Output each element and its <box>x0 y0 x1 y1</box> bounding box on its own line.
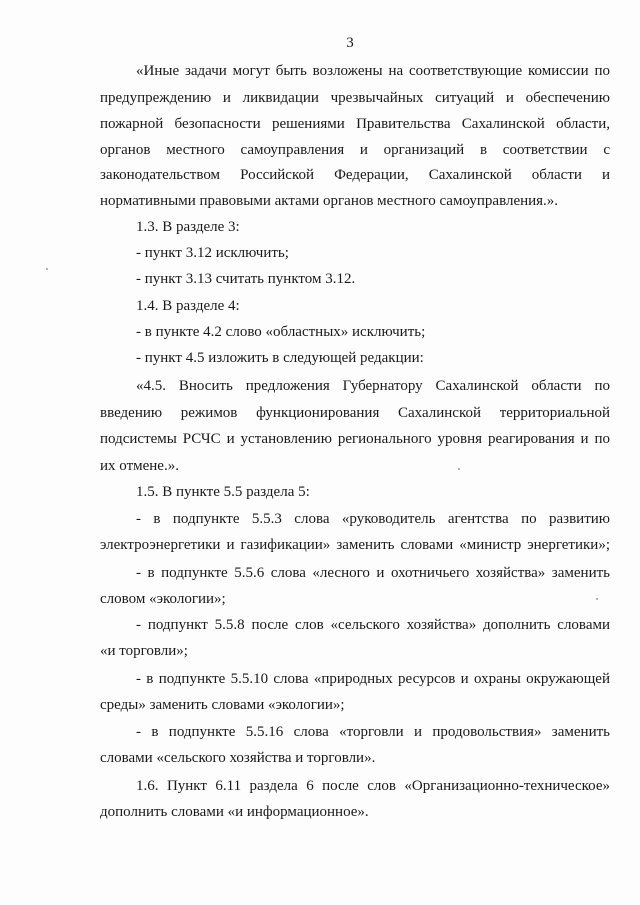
paragraph-line: среды» заменить словами «экологии»; <box>100 697 345 713</box>
paragraph-line: - в подпункте 5.5.3 слова «руководитель агентства по развитию <box>136 511 610 527</box>
scan-speck <box>458 468 460 470</box>
paragraph-line: - в подпункте 5.5.6 слова «лесного и охотничьего хозяйства» заменить <box>136 565 610 581</box>
scan-speck <box>596 598 598 600</box>
paragraph-line: - пункт 4.5 изложить в следующей редакции: <box>136 350 424 366</box>
paragraph-line: словом «экологии»; <box>100 591 226 607</box>
paragraph-line: - пункт 3.12 исключить; <box>136 245 289 261</box>
paragraph-line: 1.6. Пункт 6.11 раздела 6 после слов «Организационно-техническое» <box>136 778 610 794</box>
paragraph-line: «4.5. Вносить предложения Губернатору Сахалинской области по <box>136 378 610 394</box>
paragraph-line: предупреждению и ликвидации чрезвычайных ситуаций и обеспечению <box>100 90 610 106</box>
paragraph-line: 1.4. В разделе 4: <box>136 298 240 314</box>
paragraph-line: введению режимов функционирования Сахалинской территориальной <box>100 405 610 421</box>
paragraph-line: подсистемы РСЧС и установлению регионального уровня реагирования и по <box>100 431 610 447</box>
paragraph-line: - пункт 3.13 считать пунктом 3.12. <box>136 271 356 287</box>
paragraph-line: - подпункт 5.5.8 после слов «сельского хозяйства» дополнить словами <box>136 617 610 633</box>
paragraph-line: их отмене.». <box>100 458 179 474</box>
paragraph-line: нормативными правовыми актами органов местного самоуправления.». <box>100 193 559 209</box>
paragraph-line: 1.5. В пункте 5.5 раздела 5: <box>136 484 310 500</box>
paragraph-line: законодательством Российской Федерации, Сахалинской области и <box>100 167 610 183</box>
page-number: 3 <box>346 35 354 51</box>
paragraph-line: - в подпункте 5.5.10 слова «природных ресурсов и охраны окружающей <box>136 671 610 687</box>
paragraph-line: «Иные задачи могут быть возложены на соответствующие комиссии по <box>136 63 610 79</box>
paragraph-line: пожарной безопасности решениями Правительства Сахалинской области, <box>100 116 610 132</box>
paragraph-line: «и торговли»; <box>100 643 188 659</box>
paragraph-line: 1.3. В разделе 3: <box>136 219 240 235</box>
scan-speck <box>46 268 48 270</box>
paragraph-line: дополнить словами «и информационное». <box>100 804 369 820</box>
paragraph-line: - в пункте 4.2 слово «областных» исключить; <box>136 324 426 340</box>
paragraph-line: - в подпункте 5.5.16 слова «торговли и продовольствия» заменить <box>136 724 610 740</box>
paragraph-line: электроэнергетики и газификации» заменить словами «министр энергетики»; <box>100 537 610 553</box>
paragraph-line: органов местного самоуправления и организаций в соответствии с <box>100 142 610 158</box>
paragraph-line: словами «сельского хозяйства и торговли». <box>100 750 376 766</box>
